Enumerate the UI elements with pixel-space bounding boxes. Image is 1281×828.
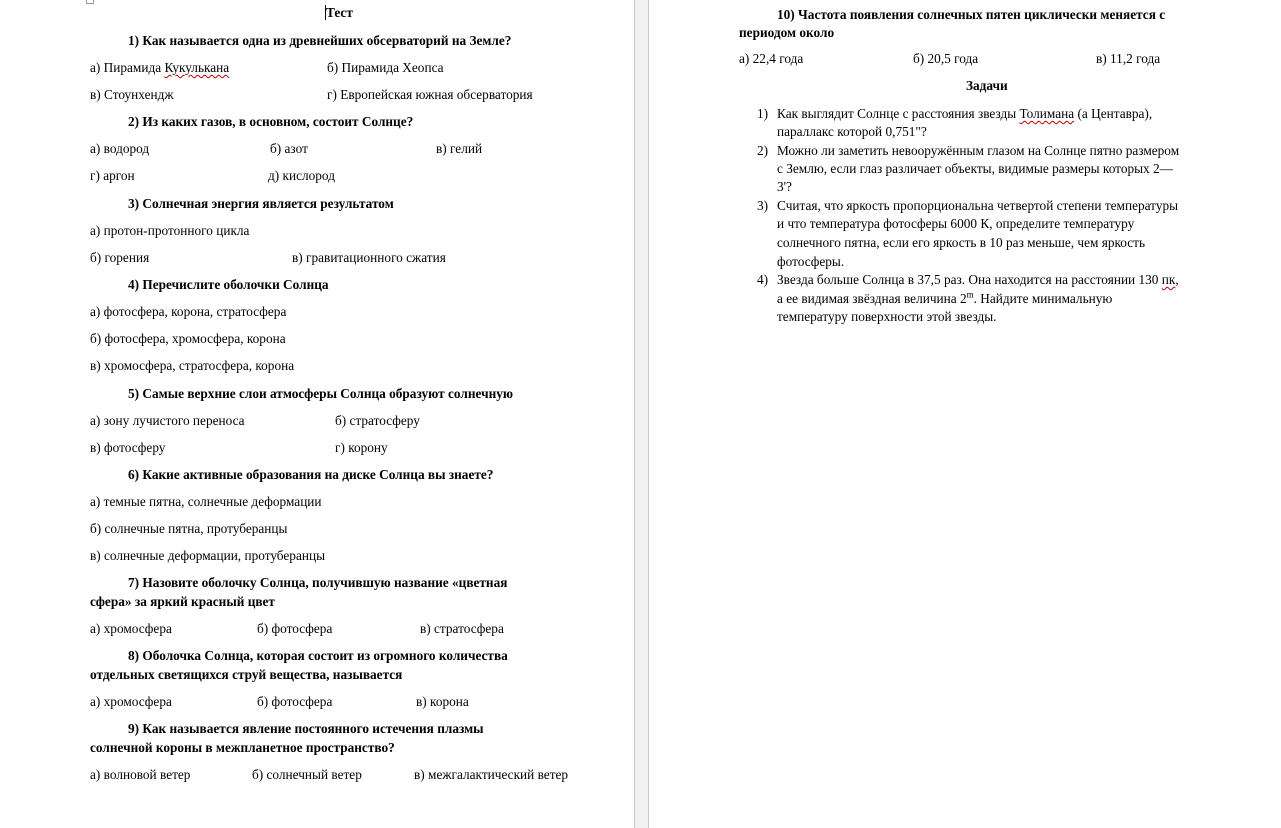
answer-10a: а) 22,4 года [739,51,804,66]
answer-10c: в) 11,2 года [1096,51,1161,66]
answer-5d: г) корону [335,440,388,455]
question-5: 5) Самые верхние слои атмосферы Солнца образуют солнечную [128,386,514,401]
answer-9a: а) волновой ветер [90,767,191,782]
answer-4c: в) хромосфера, стратосфера, корона [90,358,295,373]
answer-3b: б) горения [90,250,150,265]
answer-4b: б) фотосфера, хромосфера, корона [90,331,286,346]
answer-2d: г) аргон [90,168,135,183]
question-10-line2: периодом около [739,25,835,40]
spellcheck-word[interactable]: пк [1161,272,1176,287]
answer-2c: в) гелий [436,141,483,156]
task-3-line4: фотосферы. [777,254,845,269]
answer-2e: д) кислород [268,168,335,183]
task-3-line2: и что температура фотосферы 6000 К, определите температуру [777,216,1135,231]
question-9-line2: солнечной короны в межпланетное пространство? [90,740,395,755]
task-1-line2: параллакс которой 0,751"? [777,124,927,139]
answer-2a: а) водород [90,141,150,156]
test-title: Тест [326,5,353,20]
page-gap [634,0,649,828]
spellcheck-word[interactable]: Кукулькана [164,60,230,75]
answer-6c: в) солнечные деформации, протуберанцы [90,548,326,563]
answer-6b: б) солнечные пятна, протуберанцы [90,521,288,536]
question-7-line2: сфера» за яркий красный цвет [90,594,275,609]
task-3-line1: Считая, что яркость пропорциональна четвертой степени температуры [777,198,1179,213]
answer-8b: б) фотосфера [257,694,333,709]
answer-1a: а) Пирамида Кукулькана [90,60,230,75]
task-3-number: 3) [757,198,769,213]
answer-8c: в) корона [416,694,469,709]
test-title-line [325,4,353,23]
answer-4a: а) фотосфера, корона, стратосфера [90,304,287,319]
task-1-number: 1) [757,106,769,121]
question-10-line1: 10) Частота появления солнечных пятен циклически меняется с [777,7,1166,22]
page-right [649,0,1281,828]
task-4-line3: температуру поверхности этой звезды. [777,309,997,324]
question-2: 2) Из каких газов, в основном, состоит Солнце? [128,114,414,129]
task-4-line1: Звезда больше Солнца в 37,5 раз. Она находится на расстоянии 130 пк, [777,272,1179,287]
answer-5c: в) фотосферу [90,440,166,455]
answer-3a: а) протон-протонного цикла [90,223,250,238]
answer-8a: а) хромосфера [90,694,172,709]
task-2-line3: 3'? [777,179,792,194]
task-2-line1: Можно ли заметить невооружённым глазом на Солнце пятно размером [777,143,1180,158]
task-3-line3: солнечного пятна, если его яркость в 10 раз меньше, чем яркость [777,235,1146,250]
spellcheck-word[interactable]: Толимана [1019,106,1075,121]
question-1: 1) Как называется одна из древнейших обсерваторий на Земле? [128,33,512,48]
answer-1c: в) Стоунхендж [90,87,174,102]
answer-9c: в) межгалактический ветер [414,767,569,782]
question-4: 4) Перечислите оболочки Солнца [128,277,329,292]
answer-5a: а) зону лучистого переноса [90,413,245,428]
task-4-number: 4) [757,272,769,287]
answer-10b: б) 20,5 года [913,51,979,66]
answer-3c: в) гравитационного сжатия [292,250,446,265]
answer-7a: а) хромосфера [90,621,172,636]
task-2-line2: с Землю, если глаз различает объекты, видимые размеры которых 2— [777,161,1173,176]
question-8-line1: 8) Оболочка Солнца, которая состоит из огромного количества [128,648,508,663]
answer-7c: в) стратосфера [420,621,504,636]
answer-2b: б) азот [270,141,308,156]
question-3: 3) Солнечная энергия является результатом [128,196,394,211]
question-9-line1: 9) Как называется явление постоянного истечения плазмы [128,721,484,736]
question-8-line2: отдельных светящихся струй вещества, называется [90,667,403,682]
answer-6a: а) темные пятна, солнечные деформации [90,494,322,509]
question-7-line1: 7) Назовите оболочку Солнца, получившую название «цветная [128,575,508,590]
task-1-line1: Как выглядит Солнце с расстояния звезды Толимана (а Центавра), [777,106,1153,121]
tasks-title: Задачи [966,78,1008,93]
answer-1b: б) Пирамида Хеопса [327,60,444,75]
answer-5b: б) стратосферу [335,413,420,428]
answer-9b: б) солнечный ветер [252,767,362,782]
answer-7b: б) фотосфера [257,621,333,636]
task-4-line2: а ее видимая звёздная величина 2$^m$. Найдите минимальную [777,289,1113,306]
page-left [0,0,634,828]
answer-1d: г) Европейская южная обсерватория [327,87,533,102]
margin-corner-mark [86,0,94,4]
task-2-number: 2) [757,143,769,158]
question-6: 6) Какие активные образования на диске Солнца вы знаете? [128,467,494,482]
